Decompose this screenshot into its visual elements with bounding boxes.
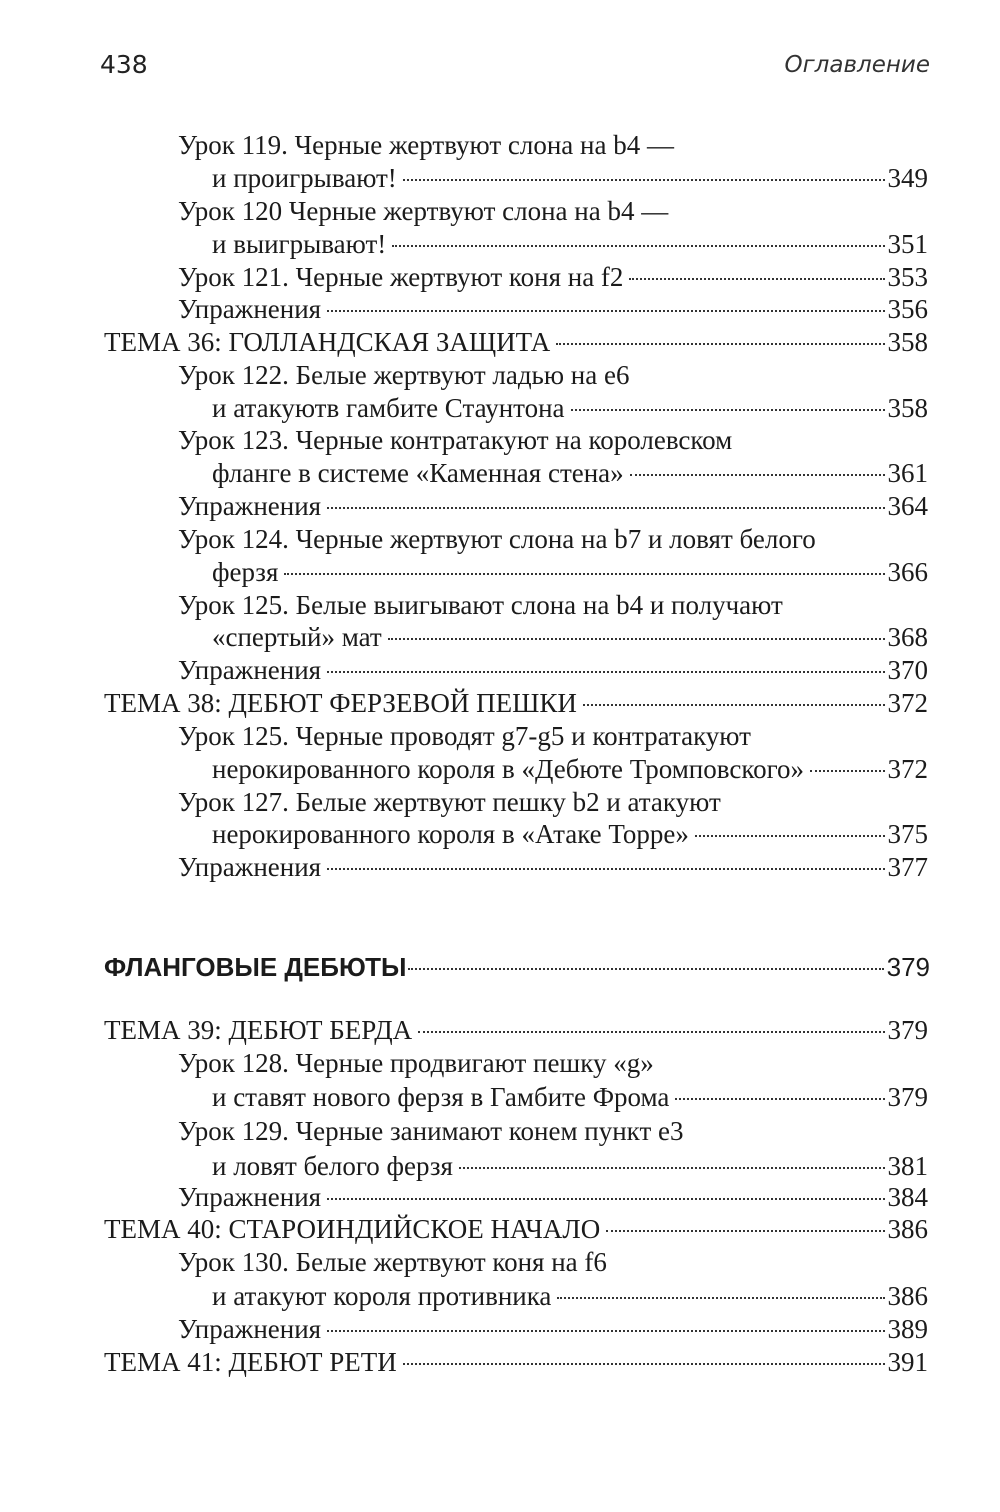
- dot-leader: [392, 245, 884, 247]
- entry-title: и атакуют короля противника: [212, 1281, 552, 1311]
- dot-leader: [571, 409, 885, 411]
- dot-leader: [327, 868, 884, 870]
- entry-page: 389: [887, 1314, 928, 1344]
- toc-entry[interactable]: [212, 392, 928, 424]
- entry-title: нерокированного короля в «Атаке Торре»: [212, 819, 689, 849]
- page-number: 438: [100, 50, 148, 79]
- toc-entry[interactable]: [178, 1181, 928, 1213]
- entry-page: 386: [887, 1214, 928, 1244]
- toc-entry-line1: Урок 125. Черные проводят g7-g5 и контратакуют: [178, 721, 751, 751]
- entry-page: 351: [887, 229, 928, 259]
- toc-entry-line1: Урок 129. Черные занимают конем пункт е3: [178, 1116, 684, 1146]
- entry-page: 368: [887, 622, 928, 652]
- entry-title: и проигрывают!: [212, 163, 397, 193]
- entry-title: Упражнения: [178, 294, 322, 324]
- entry-title: ТЕМА 36: ГОЛЛАНДСКАЯ ЗАЩИТА: [104, 327, 551, 357]
- dot-leader: [327, 507, 884, 509]
- toc-entry[interactable]: [212, 753, 928, 785]
- dot-leader: [583, 704, 885, 706]
- entry-page: 366: [887, 557, 928, 587]
- toc-entry-line1: Урок 123. Черные контратакуют на королевском: [178, 425, 733, 455]
- dot-leader: [459, 1167, 885, 1169]
- toc-theme-entry[interactable]: [104, 687, 928, 719]
- entry-title: ТЕМА 40: СТАРОИНДИЙСКОЕ НАЧАЛО: [104, 1214, 601, 1244]
- toc-entry[interactable]: [212, 1150, 928, 1182]
- dot-leader: [327, 671, 884, 673]
- toc-entry[interactable]: [212, 1081, 928, 1113]
- toc-part-entry[interactable]: [104, 951, 930, 983]
- entry-page: 370: [887, 655, 928, 685]
- dot-leader: [606, 1230, 884, 1232]
- toc-entry[interactable]: [178, 490, 928, 522]
- dot-leader: [810, 770, 885, 772]
- entry-title: и атакуютв гамбите Стаунтона: [212, 393, 565, 423]
- dot-leader: [695, 835, 885, 837]
- dot-leader: [403, 1363, 885, 1365]
- toc-entry-line1: Урок 124. Черные жертвуют слона на b7 и ловят белого: [178, 524, 816, 554]
- entry-page: 349: [887, 163, 928, 193]
- entry-title: Упражнения: [178, 1182, 322, 1212]
- toc-entry-line1: Урок 119. Черные жертвуют слона на b4 —: [178, 130, 674, 160]
- dot-leader: [418, 1031, 884, 1033]
- entry-title: ТЕМА 38: ДЕБЮТ ФЕРЗЕВОЙ ПЕШКИ: [104, 688, 577, 718]
- entry-title: Упражнения: [178, 852, 322, 882]
- entry-page: 353: [887, 262, 928, 292]
- entry-page: 358: [887, 393, 928, 423]
- entry-title: и выигрывают!: [212, 229, 387, 259]
- entry-title: Урок 121. Черные жертвуют коня на f2: [178, 262, 624, 292]
- entry-title: ТЕМА 39: ДЕБЮТ БЕРДА: [104, 1015, 413, 1045]
- toc-entry-line1: Урок 120 Черные жертвуют слона на b4 —: [178, 196, 669, 226]
- dot-leader: [327, 1330, 884, 1332]
- toc-entry-line1: Урок 122. Белые жертвуют ладью на е6: [178, 360, 630, 390]
- dot-leader: [403, 179, 885, 181]
- entry-page: 377: [887, 852, 928, 882]
- entry-title: Упражнения: [178, 655, 322, 685]
- toc-entry[interactable]: [212, 228, 928, 260]
- dot-leader: [408, 968, 883, 970]
- entry-page: 361: [887, 458, 928, 488]
- toc-entry[interactable]: [178, 261, 928, 293]
- entry-page: 391: [887, 1347, 928, 1377]
- entry-page: 375: [887, 819, 928, 849]
- toc-theme-entry[interactable]: [104, 326, 928, 358]
- toc-entry-line1: Урок 127. Белые жертвуют пешку b2 и атакуют: [178, 787, 721, 817]
- toc-theme-entry[interactable]: [104, 1014, 928, 1046]
- entry-title: Упражнения: [178, 1314, 322, 1344]
- entry-title: Упражнения: [178, 491, 322, 521]
- toc-theme-entry[interactable]: [104, 1346, 928, 1378]
- toc-entry[interactable]: [212, 162, 928, 194]
- toc-theme-entry[interactable]: [104, 1213, 928, 1245]
- entry-page: 381: [887, 1151, 928, 1181]
- dot-leader: [629, 278, 884, 280]
- entry-title: фланге в системе «Каменная стена»: [212, 458, 624, 488]
- entry-title: «спертый» мат: [212, 622, 382, 652]
- dot-leader: [556, 343, 884, 345]
- entry-page: 372: [887, 754, 928, 784]
- dot-leader: [388, 638, 885, 640]
- entry-title: ТЕМА 41: ДЕБЮТ РЕТИ: [104, 1347, 397, 1377]
- toc-entry-line1: Урок 130. Белые жертвуют коня на f6: [178, 1247, 607, 1277]
- entry-page: 364: [887, 491, 928, 521]
- entry-page: 386: [887, 1281, 928, 1311]
- toc-entry[interactable]: [178, 1313, 928, 1345]
- entry-page: 384: [887, 1182, 928, 1212]
- dot-leader: [630, 474, 885, 476]
- toc-entry[interactable]: [212, 818, 928, 850]
- toc-entry[interactable]: [178, 654, 928, 686]
- entry-title: и ловят белого ферзя: [212, 1151, 453, 1181]
- entry-title: и ставят нового ферзя в Гамбите Фрома: [212, 1082, 670, 1112]
- dot-leader: [675, 1098, 884, 1100]
- dot-leader: [327, 310, 884, 312]
- toc-entry[interactable]: [212, 556, 928, 588]
- dot-leader: [327, 1198, 884, 1200]
- toc-entry-line1: Урок 125. Белые выигывают слона на b4 и получают: [178, 590, 783, 620]
- running-header-title: Оглавление: [784, 52, 930, 78]
- entry-page: 379: [887, 1082, 928, 1112]
- entry-title: нерокированного короля в «Дебюте Тромповского»: [212, 754, 804, 784]
- toc-entry-line1: Урок 128. Черные продвигают пешку «g»: [178, 1048, 654, 1078]
- dot-leader: [284, 573, 884, 575]
- entry-title: ФЛАНГОВЫЕ ДЕБЮТЫ: [104, 952, 407, 982]
- toc-entry[interactable]: [212, 621, 928, 653]
- entry-page: 358: [887, 327, 928, 357]
- entry-page: 379: [886, 952, 930, 982]
- entry-page: 379: [887, 1015, 928, 1045]
- entry-title: ферзя: [212, 557, 279, 587]
- toc-entry[interactable]: [212, 457, 928, 489]
- toc-entry[interactable]: [178, 293, 928, 325]
- toc-entry[interactable]: [178, 851, 928, 883]
- entry-page: 356: [887, 294, 928, 324]
- entry-page: 372: [887, 688, 928, 718]
- toc-entry[interactable]: [212, 1280, 928, 1312]
- dot-leader: [557, 1297, 884, 1299]
